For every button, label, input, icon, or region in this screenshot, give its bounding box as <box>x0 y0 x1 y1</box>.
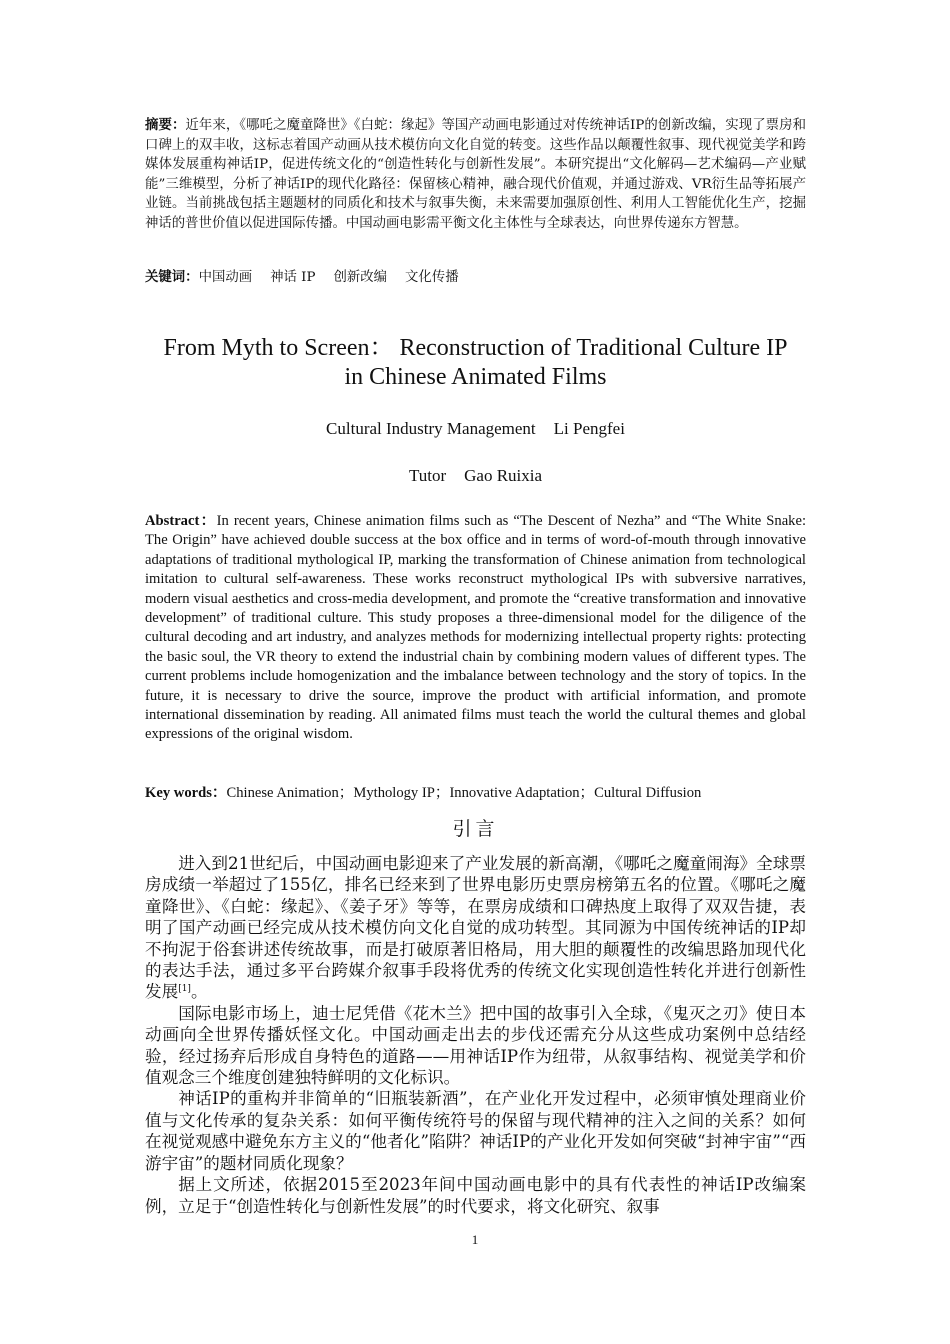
english-title-line-2: in Chinese Animated Films <box>344 364 607 390</box>
author-major: Cultural Industry Management <box>326 419 536 438</box>
paragraph: 据上文所述，依据2015至2023年间中国动画电影中的具有代表性的神话IP改编案例，立足于“创造性转化与创新性发展”的时代要求，将文化研究、叙事 <box>145 1175 806 1216</box>
author-name: Li Pengfei <box>553 419 625 438</box>
tutor-name: Gao Ruixia <box>464 466 543 485</box>
tutor-label: Tutor <box>408 466 447 485</box>
english-abstract <box>145 512 806 745</box>
page-number: 1 <box>471 1232 479 1247</box>
english-keywords-text: Chinese Animation；Mythology IP；Innovative Adaptation；Cultural Diffusion <box>226 785 702 801</box>
chinese-keyword: 创新改编 <box>333 270 388 285</box>
tutor-line <box>145 465 806 487</box>
paragraph: 国际电影市场上，迪士尼凭借《花木兰》把中国的故事引入全球，《鬼灭之刃》使日本动画向全世界传播妖怪文化。中国动画走出去的步伐还需充分从这些成功案例中总结经验，经过扬弃后形成自身特色的道路——用神话IP作为纽带，从叙事结构、视觉美学和价值观念三个维度创建独特鲜明的文化标识。 <box>145 1003 806 1088</box>
chinese-keywords-label: 关键词： <box>145 269 199 285</box>
english-title <box>145 334 806 392</box>
paragraph: 神话IP的重构并非简单的“旧瓶装新酒”，在产业化开发过程中，必须审慎处理商业价值与文化传承的复杂关系：如何平衡传统符号的保留与现代精神的注入之间的关系？如何在视觉观感中避免东方主义的“他者化”陷阱？神话IP的产业化开发如何突破“封神宇宙”“西游宇宙”的题材同质化现象？ <box>145 1089 806 1173</box>
english-title-line-1: From Myth to Screen： Reconstruction of Traditional Culture IP <box>163 335 788 361</box>
english-abstract-label: Abstract： <box>145 513 217 529</box>
english-keywords <box>145 784 806 803</box>
chinese-keywords <box>145 268 806 288</box>
introduction-body <box>145 853 806 1217</box>
english-abstract-text: In recent years, Chinese animation films such as “The Descent of Nezha” and “The White Snake: The Origin” have achieved double success at the box office and in terms of word-of-mouth through innovative adaptations of traditional mythological IP, marking the transformation of Chinese animation from technological imitation to cultural self-awareness. These works reconstruct mythological IPs with subversive narratives, modern visual aesthetics and cross-media development, and promote the “creative transformation and innovative development” of traditional culture. This study proposes a three-dimensional model for the diligence of the cultural decoding and art industry, and analyzes methods for modernizing intellectual property rights: protecting the basic soul, the VR theory to extend the industrial chain by combining modern values of different types. The current problems include homogenization and the imbalance between technology and the story of topics. In the future, it is necessary to drive the source, improve the product with artificial information, and promote international dissemination by reading. All animated films must teach the world the cultural themes and global expressions of the original wisdom. <box>145 513 806 743</box>
chinese-keyword: 文化传播 <box>405 270 459 285</box>
chinese-abstract <box>145 116 806 234</box>
paragraph-end: 。 <box>190 982 208 1002</box>
english-keywords-label: Key words： <box>145 785 227 801</box>
citation-reference[interactable]: [1] <box>178 984 191 995</box>
author-line <box>145 418 806 440</box>
chinese-keyword: 中国动画 <box>198 270 253 285</box>
chinese-keyword: 神话 IP <box>270 270 316 285</box>
section-heading-introduction: 引言 <box>452 818 499 840</box>
paragraph-text: 进入到21世纪后，中国动画电影迎来了产业发展的新高潮，《哪吒之魔童闹海》全球票房成绩一举超过了155亿，排名已经来到了世界电影历史票房榜第五名的位置。《哪吒之魔童降世》、《白蛇：缘起》、《姜子牙》等等，在票房成绩和口碑热度上取得了双双告捷，表明了国产动画已经完成从技术模仿向文化自觉的成功转型。其同源为中国传统神话的IP却不拘泥于俗套讲述传统故事，而是打破原著旧格局，用大胆的颠覆性的改编思路加现代化的表达手法，通过多平台跨媒介叙事手段将优秀的传统文化实现创造性转化并进行创新性发展 <box>145 854 806 1002</box>
chinese-abstract-text: 近年来，《哪吒之魔童降世》《白蛇：缘起》等国产动画电影通过对传统神话IP的创新改编，实现了票房和口碑上的双丰收，这标志着国产动画从技术模仿向文化自觉的转变。这些作品以颠覆性叙事、现代视觉美学和跨媒体发展重构神话IP，促进传统文化的“创造性转化与创新性发展”。本研究提出“文化解码—艺术编码—产业赋能”三维模型，分析了神话IP的现代化路径：保留核心精神，融合现代价值观，并通过游戏、VR衍生品等拓展产业链。当前挑战包括主题题材的同质化和技术与叙事失衡，未来需要加强原创性、利用人工智能优化生产，挖掘神话的普世价值以促进国际传播。中国动画电影需平衡文化主体性与全球表达，向世界传递东方智慧。 <box>145 118 806 231</box>
chinese-abstract-label: 摘要： <box>145 117 186 133</box>
paragraph <box>145 853 806 1003</box>
